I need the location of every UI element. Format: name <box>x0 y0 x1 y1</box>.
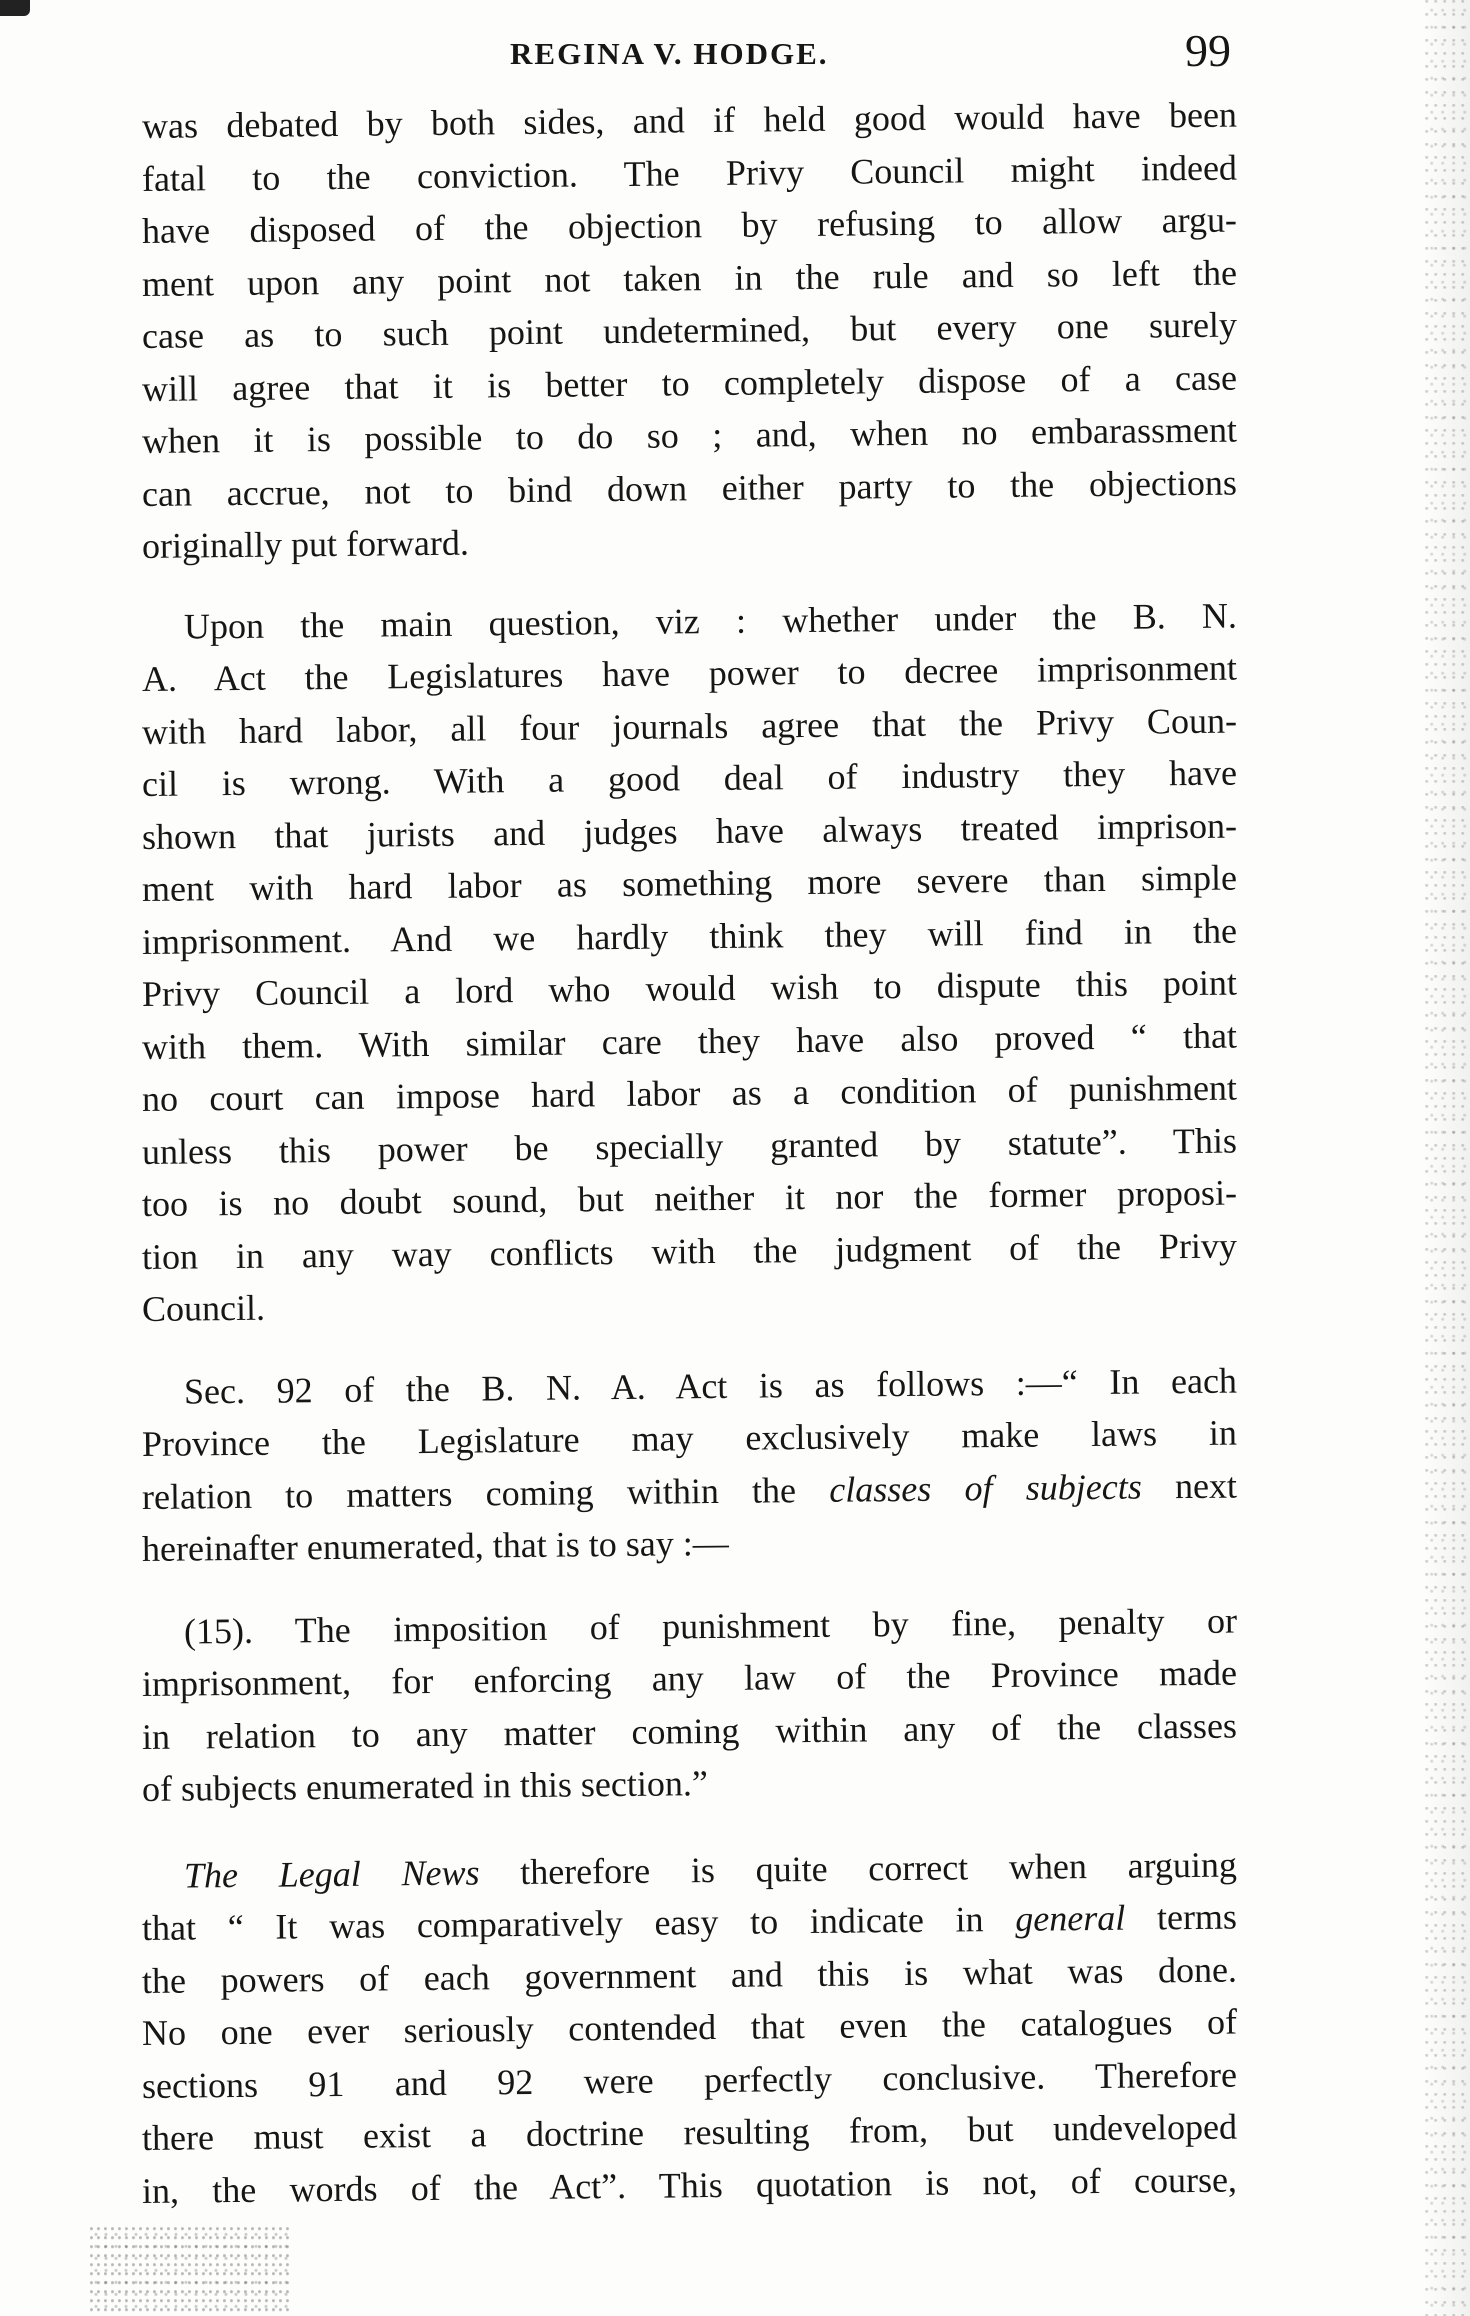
text-line: with hard labor, all four journals agree that the Privy Coun- <box>141 700 1238 752</box>
text-line: cil is wrong. With a good deal of industry they have <box>141 752 1238 804</box>
paragraph-3 <box>141 1360 1238 1576</box>
text-line: tion in any way conflicts with the judgment of the Privy <box>141 1225 1238 1277</box>
scan-bottom-noise <box>90 2226 290 2316</box>
text-line: have disposed of the objection by refusing to allow argu- <box>141 199 1238 251</box>
text-line: can accrue, not to bind down either party to the objections <box>141 462 1238 514</box>
text-line: in relation to any matter coming within any of the classes <box>141 1705 1238 1757</box>
text-line: when it is possible to do so ; and, when no embarassment <box>141 409 1238 461</box>
text-line: the powers of each government and this is what was done. <box>141 1949 1238 2001</box>
text-line: of subjects enumerated in this section.” <box>141 1763 709 1809</box>
italic-phrase: classes of subjects <box>829 1466 1142 1510</box>
italic-phrase: general <box>1015 1897 1126 1939</box>
text-line: imprisonment. And we hardly think they will find in the <box>141 910 1238 962</box>
text-line: A. Act the Legislatures have power to decree imprisonment <box>141 647 1238 699</box>
scan-corner-mark <box>0 0 30 16</box>
paragraph-1 <box>141 94 1238 573</box>
paragraph-5 <box>141 1844 1238 2218</box>
text-line: Sec. 92 of the B. N. A. Act is as follows :—“ In each <box>183 1360 1238 1412</box>
text-run: next <box>1141 1465 1238 1507</box>
text-line: Upon the main question, viz : whether under the B. N. <box>183 595 1238 647</box>
text-line: originally put forward. <box>141 522 470 566</box>
italic-phrase: The Legal News <box>183 1851 480 1896</box>
text-line: with them. With similar care they have also proved “ that <box>141 1015 1238 1067</box>
text-line: no court can impose hard labor as a condition of punishment <box>141 1067 1238 1119</box>
text-line: in, the words of the Act”. This quotation is not, of course, <box>141 2159 1238 2211</box>
text-run: therefore is quite correct when arguing <box>479 1844 1238 1892</box>
paragraph-4 <box>141 1600 1238 1816</box>
text-line: hereinafter enumerated, that is to say :— <box>141 1522 729 1569</box>
scan-edge-noise <box>1424 0 1470 2316</box>
running-head: REGINA V. HODGE. <box>510 36 829 71</box>
text-line: too is no doubt sound, but neither it nor the former proposi- <box>141 1172 1238 1224</box>
text-line: Council. <box>141 1287 266 1329</box>
text-line: Province the Legislature may exclusively make laws in <box>141 1412 1238 1464</box>
text-line: ment with hard labor as something more severe than simple <box>141 857 1238 909</box>
text-line: unless this power be specially granted by statute”. This <box>141 1120 1238 1172</box>
text-line: ment upon any point not taken in the rule and so left the <box>141 252 1238 304</box>
text-line: imprisonment, for enforcing any law of the Province made <box>141 1652 1238 1704</box>
text-line: sections 91 and 92 were perfectly conclusive. Therefore <box>141 2054 1238 2106</box>
text-line: there must exist a doctrine resulting from, but undeveloped <box>141 2106 1238 2158</box>
text-line: fatal to the conviction. The Privy Council might indeed <box>141 147 1238 199</box>
text-line: No one ever seriously contended that even the catalogues of <box>141 2001 1238 2053</box>
paragraph-2 <box>141 595 1238 1336</box>
text-line: case as to such point undetermined, but every one surely <box>141 304 1238 356</box>
text-line: Privy Council a lord who would wish to dispute this point <box>141 962 1238 1014</box>
text-line: shown that jurists and judges have always treated imprison- <box>141 805 1238 857</box>
text-line: (15). The imposition of punishment by fine, penalty or <box>183 1600 1238 1652</box>
text-run: terms <box>1125 1896 1238 1938</box>
text-run: relation to matters coming within the <box>141 1469 830 1517</box>
text-line: was debated by both sides, and if held good would have been <box>141 94 1238 146</box>
body-text <box>141 94 1238 2217</box>
text-line: will agree that it is better to completely dispose of a case <box>141 357 1238 409</box>
page-number: 99 <box>1185 25 1231 76</box>
text-run: that “ It was comparatively easy to indicate in <box>141 1898 1016 1948</box>
